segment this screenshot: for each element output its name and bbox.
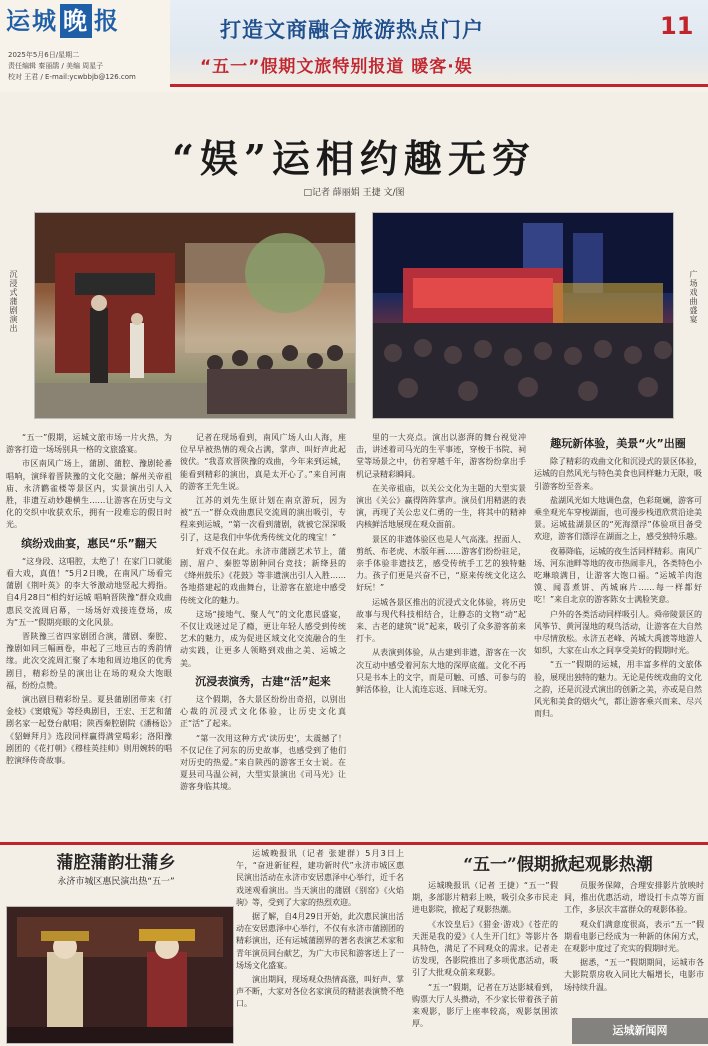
paragraph: “五一”假期，运城文旅市场一片火热，为游客打造一场场别具一格的文旅盛宴。 bbox=[6, 433, 172, 455]
paragraph: 市区南风广场上，蒲剧、蒲腔、豫剧轮番唱响，演绎着晋陕豫的文化交融；解州关帝祖庙、永济鹳雀楼等景区内，实景演出引人入胜，非遗互动妙趣横生……让游客在历史与文化的交织中收获欢乐，拥有一段难忘的假日时光。 bbox=[6, 459, 172, 530]
article-headline: “娱”运相约趣无穷 bbox=[172, 136, 536, 181]
paragraph: 演出剧目精彩纷呈。夏县蒲剧团带来《打金枝》《窦娥冤》等经典剧目，王宏、王艺和蒲剧名家一起登台献唱；陕西秦腔剧院《潘杨讼》《貂蝉拜月》选段同样赢得满堂喝彩；洛阳豫剧团的《花打朝》《穆桂英挂帅》则用婉转的唱腔演绎传奇故事。 bbox=[6, 695, 172, 766]
paragraph: 据了解，自4月29日开始，此次惠民演出活动在安居惠泽中心举行，不仅有永济市蒲剧团的精彩演出，还有运城蒲剧界的著名表演艺术家和青年演员同台献艺，为广大市民和游客送上了一场场文化盛宴。 bbox=[236, 912, 404, 970]
opera-performance-photo bbox=[34, 212, 356, 419]
paragraph: 据悉，“五一”假期期间，运城市各大影院票房收入同比大幅增长，电影市场持续升温。 bbox=[564, 958, 704, 992]
paragraph: 运城各景区推出的沉浸式文化体验，将历史故事与现代科技相结合，让静态的文物“动”起来、古老的建筑“说”起来，吸引了众多游客前来打卡。 bbox=[356, 597, 526, 644]
paragraph: 晋陕豫三省四家剧团合演，蒲剧、秦腔、豫剧如同三幅画卷，串起了三地亘古的秀韵情缘。此次交流周汇聚了本地和周边地区的优秀剧目，精彩纷呈的演出让在场的观众大饱眼福，纷纷点赞。 bbox=[6, 632, 172, 690]
puju-opera-photo bbox=[6, 906, 234, 1044]
story-title: “五一”假期掀起观影热潮 bbox=[463, 855, 653, 875]
subheading: 趣玩新体验，美景“火”出圈 bbox=[550, 437, 686, 450]
paragraph: 这场“接地气、聚人气”的文化惠民盛宴，不仅让戏迷过足了瘾，更让年轻人感受到传统艺术的魅力，成为促进区域文化交流融合的生动实践，让更多人领略到戏曲之美、运城之美。 bbox=[180, 609, 346, 668]
story-body-col-1 bbox=[412, 880, 558, 1044]
paragraph: 在关帝祖庙，以关公文化为主题的大型实景演出《关公》赢得阵阵掌声。演员们用精湛的表演，再现了关公忠义仁勇的一生，将其中的精神内核鲜活地展现在观众面前。 bbox=[356, 483, 526, 530]
photo-bottom-illustration bbox=[7, 907, 233, 1043]
photo-right-caption: 广场戏曲盛宴 bbox=[689, 270, 698, 324]
subheading: 缤纷戏曲宴，惠民“乐”翻天 bbox=[21, 536, 157, 550]
article-column-3 bbox=[356, 432, 526, 832]
editor-credits: 责任编辑 秦丽鹃 / 美编 周星子 bbox=[8, 62, 104, 70]
logo-text-right: 报 bbox=[94, 7, 120, 35]
paragraph: 里的一大亮点。演出以澎湃的舞台视觉冲击，讲述着司马光的生平事迹，穿梭于书院、祠堂等场景之中，仿若穿越千年，游客纷纷拿出手机记录精彩瞬间。 bbox=[356, 433, 526, 479]
paragraph: 演出期间，现场观众热情高涨，叫好声、掌声不断，大家对各位名家演员的精湛表演赞不绝口。 bbox=[236, 975, 404, 1009]
story-body bbox=[236, 848, 404, 1044]
paragraph: 观众们满意度很高，表示“五一”假期看电影已经成为一种新的休闲方式，在观影中度过了充实的假期时光。 bbox=[564, 919, 704, 954]
paragraph: “这身段、这唱腔，太绝了！在家门口就能看大戏，真值！”5月2日晚，在南风广场看完蒲剧《荆叶英》的李大爷激动地竖起大拇指。自4月28日“相约好运城 唱响晋陕豫”群众戏曲惠民交流周启幕，一场场好戏接连登场，成为“五一”假期亮眼的文化风景。 bbox=[6, 556, 172, 627]
paragraph: 户外的各类活动同样吸引人。舜帝陵景区的风筝节、黄河湿地的观鸟活动，让游客在大自然中尽情放松。永济五老峰、芮城大禹渡等地游人如织，大家在山水之间享受美好的假期时光。 bbox=[534, 609, 702, 656]
paragraph: 景区的非遗体验区也是人气高涨。捏面人、剪纸、布老虎、木版年画……游客们纷纷驻足，亲手体验非遗技艺，感受传统手工艺的独特魅力。孩子们更是兴奋不已，“原来传统文化这么好玩！” bbox=[356, 534, 526, 593]
logo-text-left: 运城 bbox=[6, 7, 58, 35]
story-title: 蒲腔蒲韵壮蒲乡 bbox=[56, 853, 176, 873]
paragraph: 这个假期，各大景区纷纷出奇招，以别出心裁的沉浸式文化体验，让历史文化真正“活”了起来。 bbox=[180, 695, 346, 729]
photo-right-illustration bbox=[373, 213, 673, 418]
paragraph: 从表演到体验，从古建到非遗，游客在一次次互动中感受着河东大地的深厚底蕴。文化不再只是书本上的文字，而是可触、可感、可参与的鲜活体验，让人流连忘返、回味无穷。 bbox=[356, 648, 526, 695]
article-column-1 bbox=[6, 432, 172, 832]
paragraph: 除了精彩的戏曲文化和沉浸式的景区体验，运城的自然风光与特色美食也同样魅力无限，吸引游客纷至沓来。 bbox=[534, 457, 702, 491]
proof-credits: 校对 王君 / E-mail:ycwbbjb@126.com bbox=[8, 73, 136, 81]
newspaper-logo bbox=[6, 4, 154, 38]
article-byline: □记者 薛丽娟 王捷 文/图 bbox=[303, 188, 405, 198]
paragraph: 夜幕降临，运城的夜生活同样精彩。南风广场、河东池畔等地的夜市热闹非凡，各类特色小吃琳琅满目，让游客大饱口福。“运城羊肉泡馍、闻喜煮饼、芮城麻片……每一样都好吃！”来自北京的游客陈女士满脸笑意。 bbox=[534, 546, 702, 605]
banner-subtitle: “五一”假期文旅特别报道 暖客·娱 bbox=[200, 57, 473, 77]
site-watermark: 运城新闻网 bbox=[572, 1018, 708, 1044]
square-show-photo bbox=[372, 212, 674, 419]
paragraph: “五一”假期，记者在万达影城看到，购票大厅人头攒动，不少家长带着孩子前来观影，影厅上座率较高，观影氛围浓厚。 bbox=[412, 982, 558, 1029]
paragraph: 《水饺皇后》《猎金·游戏》《苍茫的天涯是我的爱》《人生开门红》等影片各具特色，满足了不同观众的需求。记者走访发现，各影院推出了多项优惠活动，吸引了大批观众前来观影。 bbox=[412, 919, 558, 978]
story-subtitle: 永济市城区惠民演出热“五一” bbox=[57, 877, 175, 887]
article-column-2 bbox=[180, 432, 346, 832]
page-number: 11 bbox=[660, 12, 694, 40]
paragraph: “五一”假期的运城，用丰富多样的文旅体验，展现出独特的魅力。无论是传统戏曲的文化之韵，还是沉浸式演出的创新之美，亦或是自然风光和美食的烟火气，都让游客乘兴而来、尽兴而归。 bbox=[534, 660, 702, 719]
article-column-4 bbox=[534, 432, 702, 832]
banner-title: 打造文商融合旅游热点门户 bbox=[220, 18, 484, 42]
paragraph: 好戏不仅在此。永济市蒲剧艺术节上，蒲剧、眉户、秦腔等剧种同台竞技；新绛县的《绛州鼓乐》《花鼓》等非遗演出引人入胜……各地搭建起的戏曲舞台，让游客在旅途中感受传统文化的魅力。 bbox=[180, 546, 346, 605]
photo-left-illustration bbox=[35, 213, 355, 418]
issue-date: 2025年5月6日/星期二 bbox=[8, 51, 80, 59]
paragraph: 运城晚报讯（记者 张建群）5月3日上午，“奋进新征程，建功新时代”永济市城区惠民演出活动在永济市安居惠泽中心举行，近千名戏迷观看演出。当天演出的蒲剧《别窑》《火焰驹》等，受到了大家的热烈欢迎。 bbox=[236, 849, 404, 907]
paragraph: 运城晚报讯（记者 王捷）“五一”假期，多部影片精彩上映，吸引众多市民走进电影院，掀起了观影热潮。 bbox=[412, 881, 558, 915]
paragraph: “第一次用这种方式‘读历史’，太震撼了！不仅记住了河东的历史故事，也感受到了他们对历史的热爱。”来自陕西的游客王女士说。在夏县司马温公祠，大型实景演出《司马光》让游客身临其境。 bbox=[180, 733, 346, 792]
paragraph: 员服务保障，合理安排影片放映时间，推出优惠活动，增设打卡点等方面工作，多层次丰富群众的观影体验。 bbox=[564, 881, 704, 915]
paragraph: 记者在现场看到，南风广场人山人海，座位早早被热情的观众占满，掌声、叫好声此起彼伏。“我喜欢晋陕豫的戏曲，今年来到运城，能看到精彩的演出，真是太开心了。”来自河南的游客王先生说。 bbox=[180, 433, 346, 491]
paragraph: 江苏的刘先生原计划在南京游玩，因为被“五一”群众戏曲惠民交流周的演出吸引，专程来到运城，“第一次看到蒲剧，就被它深深吸引了，这是我们中华优秀传统文化的瑰宝！” bbox=[180, 496, 346, 542]
logo-text-mid: 晚 bbox=[60, 4, 92, 38]
section-divider bbox=[0, 842, 708, 845]
photo-left-caption: 沉浸式蒲剧演出 bbox=[9, 270, 18, 333]
subheading: 沉浸表演秀，古建“活”起来 bbox=[195, 674, 331, 688]
paragraph: 盐湖风光如大地调色盘，色彩斑斓，游客可乘坐观光车穿梭湖面，也可漫步栈道欣赏沿途美景。运城盐湖景区的“死海漂浮”体验项目备受欢迎，游客们漂浮在湖面之上，感受独特乐趣。 bbox=[534, 495, 702, 542]
